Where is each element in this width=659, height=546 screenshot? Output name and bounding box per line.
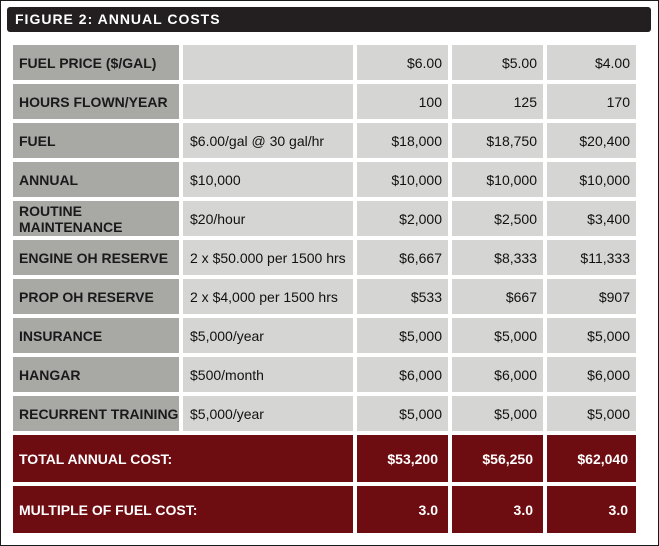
value-scenario-1: $10,000	[357, 162, 448, 197]
value-scenario-3: $5,000	[547, 318, 636, 353]
row-label: ROUTINE MAINTENANCE	[13, 201, 179, 236]
row-label: HOURS FLOWN/YEAR	[13, 84, 179, 119]
multiple-scenario-3: 3.0	[547, 486, 636, 533]
row-basis: 2 x $50.000 per 1500 hrs	[183, 240, 353, 275]
table-row	[13, 240, 636, 275]
value-scenario-1: 100	[357, 84, 448, 119]
total-label: TOTAL ANNUAL COST:	[13, 435, 353, 482]
total-row	[13, 435, 636, 482]
cost-table-area	[7, 40, 651, 542]
row-label: PROP OH RESERVE	[13, 279, 179, 314]
value-scenario-3: $4.00	[547, 45, 636, 80]
value-scenario-2: $667	[452, 279, 543, 314]
value-scenario-2: $5,000	[452, 318, 543, 353]
total-scenario-2: $56,250	[452, 435, 543, 482]
row-basis: 2 x $4,000 per 1500 hrs	[183, 279, 353, 314]
value-scenario-3: $20,400	[547, 123, 636, 158]
value-scenario-1: $533	[357, 279, 448, 314]
row-label: FUEL	[13, 123, 179, 158]
row-basis: $5,000/year	[183, 318, 353, 353]
table-row	[13, 162, 636, 197]
value-scenario-1: $5,000	[357, 318, 448, 353]
value-scenario-2: $6,000	[452, 357, 543, 392]
annual-costs-table	[9, 41, 640, 537]
value-scenario-3: $907	[547, 279, 636, 314]
value-scenario-2: 125	[452, 84, 543, 119]
cost-table-body	[13, 45, 636, 533]
value-scenario-3: $3,400	[547, 201, 636, 236]
value-scenario-2: $5,000	[452, 396, 543, 431]
table-row	[13, 279, 636, 314]
total-scenario-3: $62,040	[547, 435, 636, 482]
value-scenario-1: $5,000	[357, 396, 448, 431]
value-scenario-2: $5.00	[452, 45, 543, 80]
row-basis	[183, 45, 353, 80]
row-basis: $5,000/year	[183, 396, 353, 431]
table-row	[13, 357, 636, 392]
multiple-label: MULTIPLE OF FUEL COST:	[13, 486, 353, 533]
row-label: RECURRENT TRAINING	[13, 396, 179, 431]
row-label: FUEL PRICE ($/GAL)	[13, 45, 179, 80]
value-scenario-3: $6,000	[547, 357, 636, 392]
value-scenario-1: $2,000	[357, 201, 448, 236]
figure-title: FIGURE 2: ANNUAL COSTS	[7, 7, 651, 32]
row-basis: $500/month	[183, 357, 353, 392]
row-label: ANNUAL	[13, 162, 179, 197]
table-row	[13, 45, 636, 80]
value-scenario-3: $10,000	[547, 162, 636, 197]
row-basis: $6.00/gal @ 30 gal/hr	[183, 123, 353, 158]
row-basis: $10,000	[183, 162, 353, 197]
value-scenario-2: $10,000	[452, 162, 543, 197]
multiple-row	[13, 486, 636, 533]
value-scenario-3: $5,000	[547, 396, 636, 431]
table-row	[13, 123, 636, 158]
table-row	[13, 318, 636, 353]
table-row	[13, 396, 636, 431]
row-label: INSURANCE	[13, 318, 179, 353]
value-scenario-1: $18,000	[357, 123, 448, 158]
value-scenario-2: $2,500	[452, 201, 543, 236]
row-basis: $20/hour	[183, 201, 353, 236]
value-scenario-1: $6.00	[357, 45, 448, 80]
value-scenario-2: $18,750	[452, 123, 543, 158]
multiple-scenario-2: 3.0	[452, 486, 543, 533]
row-basis	[183, 84, 353, 119]
row-label: ENGINE OH RESERVE	[13, 240, 179, 275]
value-scenario-1: $6,667	[357, 240, 448, 275]
multiple-scenario-1: 3.0	[357, 486, 448, 533]
total-scenario-1: $53,200	[357, 435, 448, 482]
table-row	[13, 201, 636, 236]
table-row	[13, 84, 636, 119]
value-scenario-3: 170	[547, 84, 636, 119]
value-scenario-2: $8,333	[452, 240, 543, 275]
value-scenario-1: $6,000	[357, 357, 448, 392]
value-scenario-3: $11,333	[547, 240, 636, 275]
row-label: HANGAR	[13, 357, 179, 392]
